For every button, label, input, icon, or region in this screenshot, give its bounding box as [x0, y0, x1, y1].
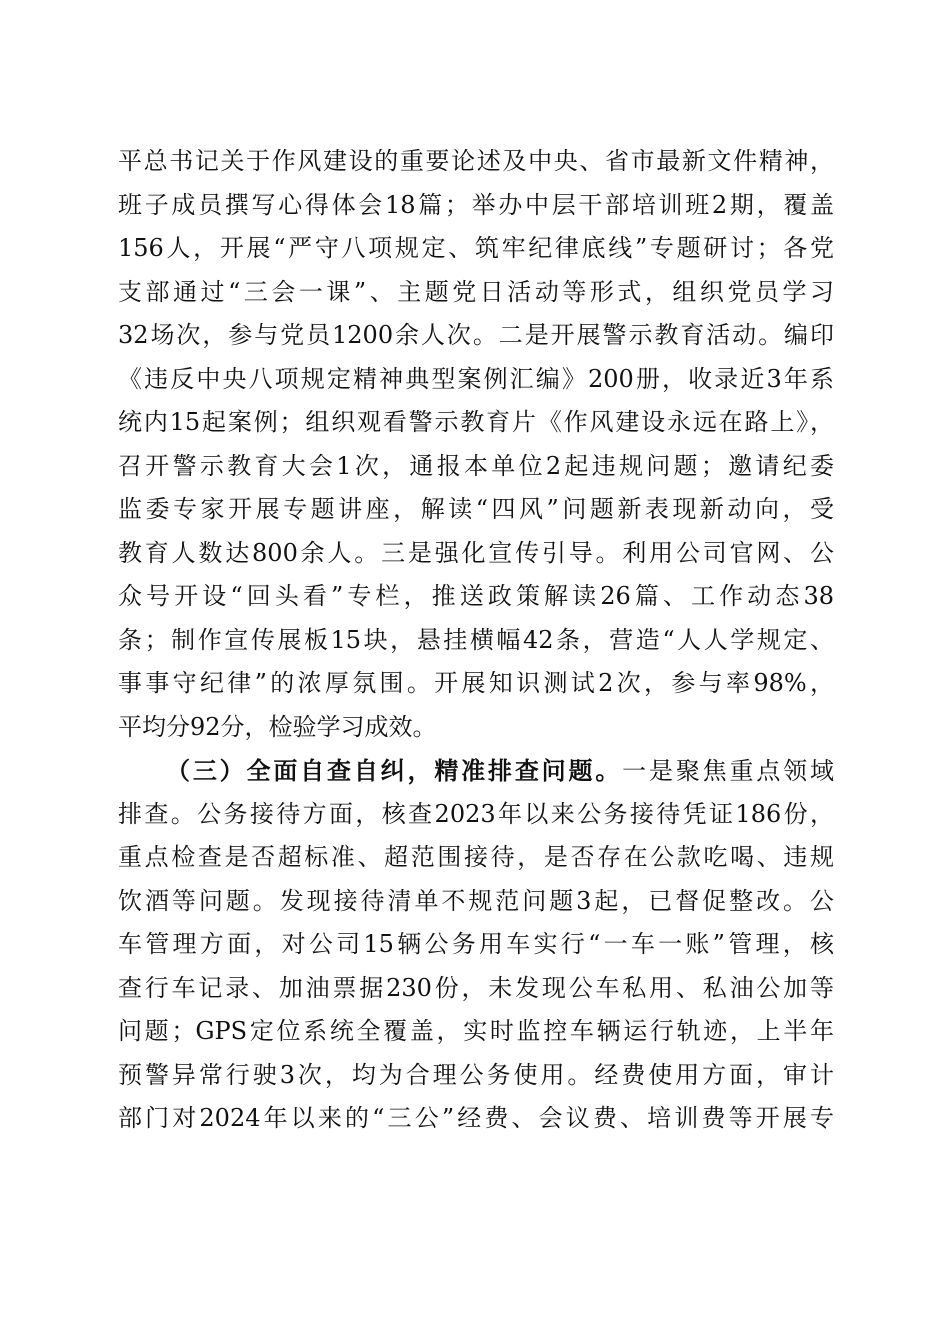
text-line: 饮酒等问题。发现接待清单不规范问题3起，已督促整改。公	[118, 886, 834, 915]
text-line: 平总书记关于作风建设的重要论述及中央、省市最新文件精神，	[118, 147, 834, 175]
text-line: 班子成员撰写心得体会18篇；举办中层干部培训班2期，覆盖	[118, 190, 834, 219]
text-line: 召开警示教育大会1次，通报本单位2起违规问题；邀请纪委	[118, 451, 834, 480]
document-body	[118, 140, 834, 1141]
text-line: 32场次，参与党员1200余人次。二是开展警示教育活动。编印	[118, 321, 834, 349]
text-line	[118, 749, 834, 793]
text-line: 车管理方面，对公司15辆公务用车实行“一车一账”管理，核	[118, 930, 834, 958]
text-line: 事事守纪律”的浓厚氛围。开展知识测试2次，参与率98%，	[118, 669, 834, 697]
heading-line-rest: 一是聚焦重点领域	[622, 757, 834, 785]
paragraph-study-education	[118, 140, 834, 749]
text-line: 排查。公务接待方面，核查2023年以来公务接待凭证186份，	[118, 799, 834, 828]
paragraph-self-inspection	[118, 749, 834, 1141]
section-heading: （三）全面自查自纠，精准排查问题。	[166, 756, 623, 785]
text-line: 平均分92分，检验学习成效。	[118, 712, 437, 741]
text-line: 预警异常行驶3次，均为合理公务使用。经费使用方面，审计	[118, 1060, 834, 1089]
text-line: 《违反中央八项规定精神典型案例汇编》200册，收录近3年系	[118, 364, 834, 393]
text-line: 支部通过“三会一课”、主题党日活动等形式，组织党员学习	[118, 277, 834, 306]
text-line: 众号开设“回头看”专栏，推送政策解读26篇、工作动态38	[118, 582, 834, 610]
text-line: 条；制作宣传展板15块，悬挂横幅42条，营造“人人学规定、	[118, 625, 834, 654]
text-line: 统内15起案例；组织观看警示教育片《作风建设永远在路上》，	[118, 408, 834, 436]
text-line: 重点检查是否超标准、超范围接待，是否存在公款吃喝、违规	[118, 843, 834, 871]
text-line: 部门对2024年以来的“三公”经费、会议费、培训费等开展专	[118, 1104, 834, 1132]
text-line: 监委专家开展专题讲座，解读“四风”问题新表现新动向，受	[118, 495, 834, 523]
text-line: 教育人数达800余人。三是强化宣传引导。利用公司官网、公	[118, 538, 834, 567]
text-line: 156人，开展“严守八项规定、筑牢纪律底线”专题研讨；各党	[118, 234, 834, 262]
text-line: 查行车记录、加油票据230份，未发现公车私用、私油公加等	[118, 973, 834, 1002]
text-line: 问题；GPS定位系统全覆盖，实时监控车辆运行轨迹，上半年	[118, 1017, 834, 1045]
